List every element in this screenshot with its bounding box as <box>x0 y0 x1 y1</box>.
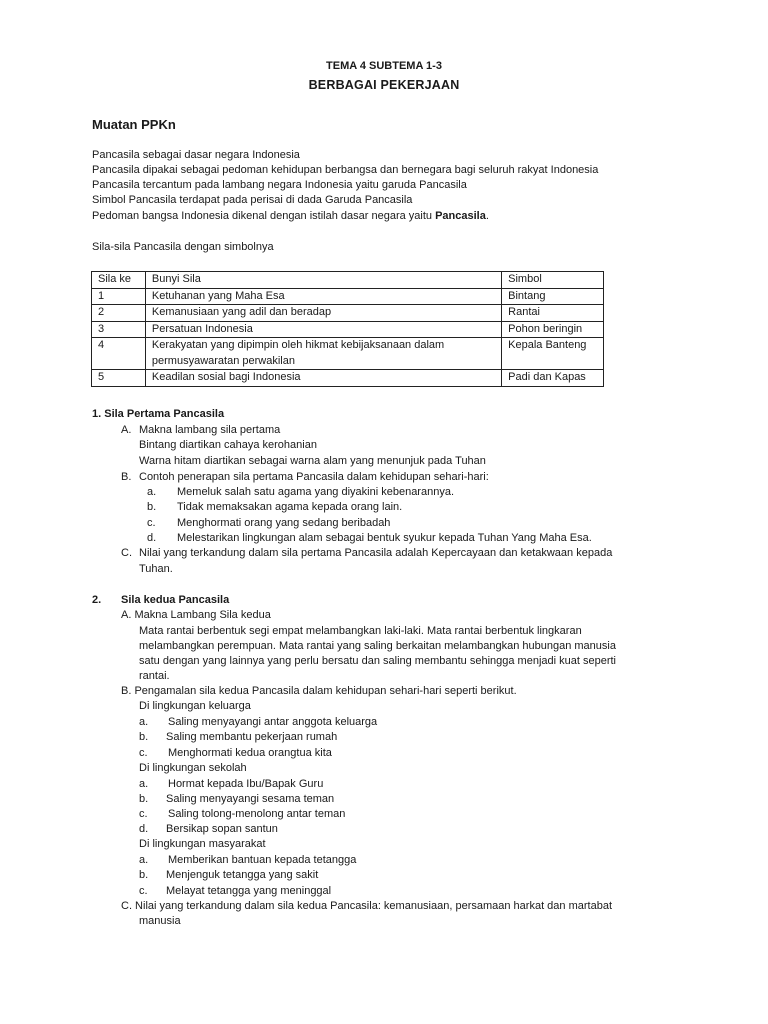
table-cell-simbol: Pohon beringin <box>502 321 604 338</box>
intro-bold-term: Pancasila <box>435 210 486 222</box>
table-header-cell: Bunyi Sila <box>145 272 501 289</box>
sila2-b-title: B. Pengamalan sila kedua Pancasila dalam kehidupan sehari-hari seperti berikut. <box>121 685 517 697</box>
sila2-a-line: satu dengan yang lainnya yang perlu bersatu dan saling membantu sehingga menjadi kuat seperti <box>139 655 616 667</box>
table-cell-no: 4 <box>92 338 146 370</box>
list-item: Saling menyayangi sesama teman <box>166 793 335 805</box>
sila1-a-title: Makna lambang sila pertama <box>139 424 281 436</box>
table-cell-no: 5 <box>92 370 146 387</box>
intro-line: Pancasila dipakai sebagai pedoman kehidupan berbangsa dan bernegara bagi seluruh rakyat Indonesia <box>92 164 599 176</box>
list-item: Menghormati kedua orangtua kita <box>168 747 332 759</box>
table-cell-simbol: Kepala Banteng <box>502 338 604 370</box>
list-item: Saling menyayangi antar anggota keluarga <box>168 716 378 728</box>
theme-subtitle: TEMA 4 SUBTEMA 1-3 <box>326 60 442 72</box>
list-item: Memberikan bantuan kepada tetangga <box>168 854 357 866</box>
list-marker: d. <box>147 532 157 544</box>
list-marker: b. <box>139 731 149 743</box>
sila1-a-line: Bintang diartikan cahaya kerohanian <box>139 439 317 451</box>
list-marker: B. <box>121 471 132 483</box>
table-cell-sila: Persatuan Indonesia <box>145 321 501 338</box>
sila2-c-line: C. Nilai yang terkandung dalam sila kedua Pancasila: kemanusiaan, persamaan harkat dan martabat <box>121 900 613 912</box>
intro-line: Pancasila tercantum pada lambang negara Indonesia yaitu garuda Pancasila <box>92 179 467 191</box>
group-title: Di lingkungan keluarga <box>139 700 251 712</box>
list-marker: b. <box>147 501 157 513</box>
sila1-c-line: Nilai yang terkandung dalam sila pertama Pancasila adalah Kepercayaan dan ketakwaan kepada <box>139 547 613 559</box>
table-cell-simbol: Bintang <box>502 288 604 305</box>
sila2-c-line: manusia <box>139 915 181 927</box>
list-marker: A. <box>121 424 132 436</box>
table-cell-no: 2 <box>92 305 146 322</box>
list-marker: c. <box>139 747 148 759</box>
list-marker: b. <box>139 793 149 805</box>
list-item: Hormat kepada Ibu/Bapak Guru <box>168 778 324 790</box>
list-item: Saling tolong-menolong antar teman <box>168 808 346 820</box>
table-row <box>92 288 604 305</box>
table-caption: Sila-sila Pancasila dengan simbolnya <box>92 241 274 253</box>
sila2-a-line: rantai. <box>139 670 170 682</box>
sila1-heading: 1. Sila Pertama Pancasila <box>92 408 225 420</box>
intro-line: Simbol Pancasila terdapat pada perisai di dada Garuda Pancasila <box>92 194 413 206</box>
section-title: Muatan PPKn <box>92 117 176 132</box>
sila-line: permusyawaratan perwakilan <box>151 354 295 367</box>
list-item: Melestarikan lingkungan alam sebagai bentuk syukur kepada Tuhan Yang Maha Esa. <box>177 532 592 544</box>
list-marker: c. <box>147 517 156 529</box>
list-item: Menjenguk tetangga yang sakit <box>166 869 319 881</box>
list-marker: a. <box>139 778 149 790</box>
table-cell-sila: Keadilan sosial bagi Indonesia <box>145 370 501 387</box>
list-marker: d. <box>139 823 149 835</box>
sila1-c-line: Tuhan. <box>139 563 173 575</box>
table-cell-sila <box>145 338 501 370</box>
list-item: Tidak memaksakan agama kepada orang lain. <box>177 501 403 513</box>
list-item: Bersikap sopan santun <box>166 823 278 835</box>
table-cell-sila: Ketuhanan yang Maha Esa <box>145 288 501 305</box>
sila2-a-line: Mata rantai berbentuk segi empat melambangkan laki-laki. Mata rantai berbentuk lingkaran <box>139 625 582 637</box>
intro-prefix: Pedoman bangsa Indonesia dikenal dengan istilah dasar negara yaitu <box>92 210 436 222</box>
sila2-number: 2. <box>92 594 102 606</box>
table-header-cell: Sila ke <box>92 272 146 289</box>
list-item: Menghormati orang yang sedang beribadah <box>177 517 391 529</box>
list-marker: a. <box>147 486 157 498</box>
table-row <box>92 321 604 338</box>
pancasila-table <box>91 271 604 387</box>
list-marker: b. <box>139 869 149 881</box>
table-header-row <box>92 272 604 289</box>
intro-line <box>92 209 489 224</box>
table-cell-simbol: Rantai <box>502 305 604 322</box>
intro-line: Pancasila sebagai dasar negara Indonesia <box>92 149 300 161</box>
table-header-cell: Simbol <box>502 272 604 289</box>
group-title: Di lingkungan sekolah <box>139 762 247 774</box>
sila1-a-line: Warna hitam diartikan sebagai warna alam yang menunjuk pada Tuhan <box>139 455 486 467</box>
table-cell-simbol: Padi dan Kapas <box>502 370 604 387</box>
table-cell-no: 1 <box>92 288 146 305</box>
list-marker: c. <box>139 808 148 820</box>
sila-line: Kerakyatan yang dipimpin oleh hikmat kebijaksanaan dalam <box>151 339 445 351</box>
list-marker: c. <box>139 885 148 897</box>
list-item: Saling membantu pekerjaan rumah <box>166 731 338 743</box>
group-title: Di lingkungan masyarakat <box>139 838 266 850</box>
list-item: Melayat tetangga yang meninggal <box>166 885 332 897</box>
table-row <box>92 338 604 370</box>
sila2-a-title: A. Makna Lambang Sila kedua <box>121 609 271 621</box>
sila1-b-title: Contoh penerapan sila pertama Pancasila dalam kehidupan sehari-hari: <box>139 471 489 483</box>
table-row <box>92 370 604 387</box>
list-marker: a. <box>139 716 149 728</box>
table-cell-sila: Kemanusiaan yang adil dan beradap <box>145 305 501 322</box>
sila2-heading: Sila kedua Pancasila <box>121 594 230 606</box>
list-marker: C. <box>121 547 132 559</box>
intro-suffix: . <box>485 210 489 222</box>
document-title: BERBAGAI PEKERJAAN <box>308 78 460 92</box>
list-marker: a. <box>139 854 149 866</box>
sila2-a-line: melambangkan perempuan. Mata rantai yang saling berkaitan melambangkan hubungan manusia <box>139 640 616 652</box>
list-item: Memeluk salah satu agama yang diyakini kebenarannya. <box>177 486 454 498</box>
table-cell-no: 3 <box>92 321 146 338</box>
table-row <box>92 305 604 322</box>
